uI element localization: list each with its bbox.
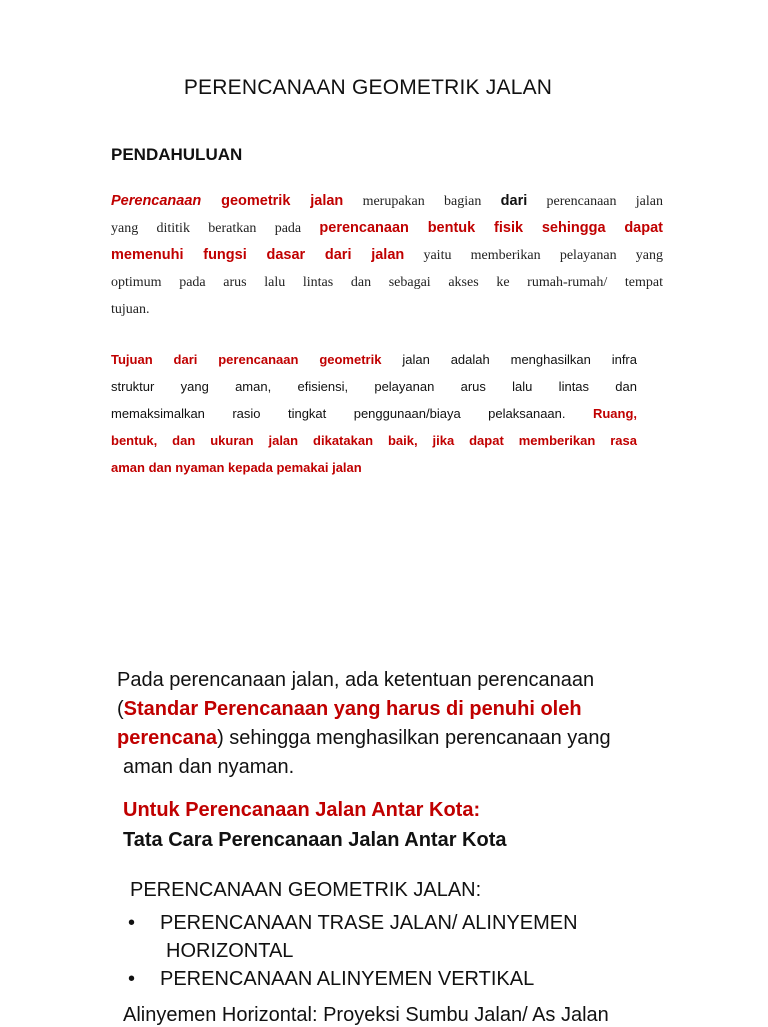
list-item-text: PERENCANAAN TRASE JALAN/ ALINYEMEN xyxy=(160,912,578,934)
list-item-text: PERENCANAAN ALINYEMEN VERTIKAL xyxy=(160,968,535,990)
intro-line-1 xyxy=(111,188,663,215)
standard-paragraph xyxy=(117,666,637,782)
goal-line-1 xyxy=(111,346,637,373)
subheading-antar-kota: Untuk Perencanaan Jalan Antar Kota: xyxy=(123,799,481,821)
highlight-text: aman dan nyaman kepada pemakai jalan xyxy=(111,460,362,475)
text-segment: ( xyxy=(117,698,124,720)
text-segment: yaitu memberikan pelayanan yang xyxy=(404,248,663,263)
term-dari: dari xyxy=(500,193,528,209)
goal-line-5 xyxy=(111,454,637,481)
highlight-text: memenuhi fungsi dasar dari jalan xyxy=(111,247,405,263)
text-segment: optimum pada arus lalu lintas dan sebagai akses ke rumah-rumah/ tempat xyxy=(111,275,663,290)
intro-line-2 xyxy=(111,215,663,242)
term-geometrik-jalan: geometrik jalan xyxy=(201,193,344,209)
highlight-text: bentuk, dan ukuran jalan dikatakan baik, jika dapat memberikan rasa xyxy=(111,433,637,448)
intro-line-5 xyxy=(111,296,663,323)
standard-line-3 xyxy=(117,724,637,753)
goal-line-3 xyxy=(111,400,637,427)
highlight-text: Standar Perencanaan yang harus di penuhi oleh xyxy=(123,698,582,720)
intro-paragraph xyxy=(111,188,663,323)
list-item xyxy=(128,909,578,937)
text-segment: ) sehingga menghasilkan perencanaan yang xyxy=(217,727,611,749)
intro-line-3 xyxy=(111,242,663,269)
intro-line-4 xyxy=(111,269,663,296)
bullet-icon: • xyxy=(128,968,136,990)
highlight-text: perencana xyxy=(117,727,218,749)
highlight-text: Ruang, xyxy=(592,406,637,421)
goal-paragraph xyxy=(111,346,637,481)
list-item-continuation: HORIZONTAL xyxy=(166,940,294,962)
bullet-icon: • xyxy=(128,912,136,934)
text-segment: merupakan bagian xyxy=(343,194,501,209)
text-segment: yang dititik beratkan pada xyxy=(111,221,320,236)
text-segment: perencanaan jalan xyxy=(527,194,664,209)
standard-line-4: aman dan nyaman. xyxy=(123,756,295,778)
text-segment: memaksimalkan rasio tingkat penggunaan/biaya pelaksanaan. xyxy=(111,406,593,421)
text-segment: struktur yang aman, efisiensi, pelayanan arus lalu lintas dan xyxy=(111,379,637,394)
section-heading: PENDAHULUAN xyxy=(111,145,243,164)
highlight-text: Tujuan dari perencanaan geometrik xyxy=(111,352,382,367)
cut-off-line: Alinyemen Horizontal: Proyeksi Sumbu Jalan/ As Jalan xyxy=(123,1004,609,1026)
goal-line-2 xyxy=(111,373,637,400)
list-item xyxy=(128,965,534,993)
reference-title: Tata Cara Perencanaan Jalan Antar Kota xyxy=(123,829,507,851)
text-segment: jalan adalah menghasilkan infra xyxy=(381,352,637,367)
list-heading: PERENCANAAN GEOMETRIK JALAN: xyxy=(130,879,482,901)
standard-line-2 xyxy=(117,695,637,724)
document-title: PERENCANAAN GEOMETRIK JALAN xyxy=(183,76,553,99)
text-segment: tujuan. xyxy=(111,302,150,317)
standard-line-1: Pada perencanaan jalan, ada ketentuan perencanaan xyxy=(117,669,595,691)
goal-line-4 xyxy=(111,427,637,454)
term-perencanaan: Perencanaan xyxy=(111,193,202,209)
highlight-text: perencanaan bentuk fisik sehingga dapat xyxy=(319,220,663,236)
